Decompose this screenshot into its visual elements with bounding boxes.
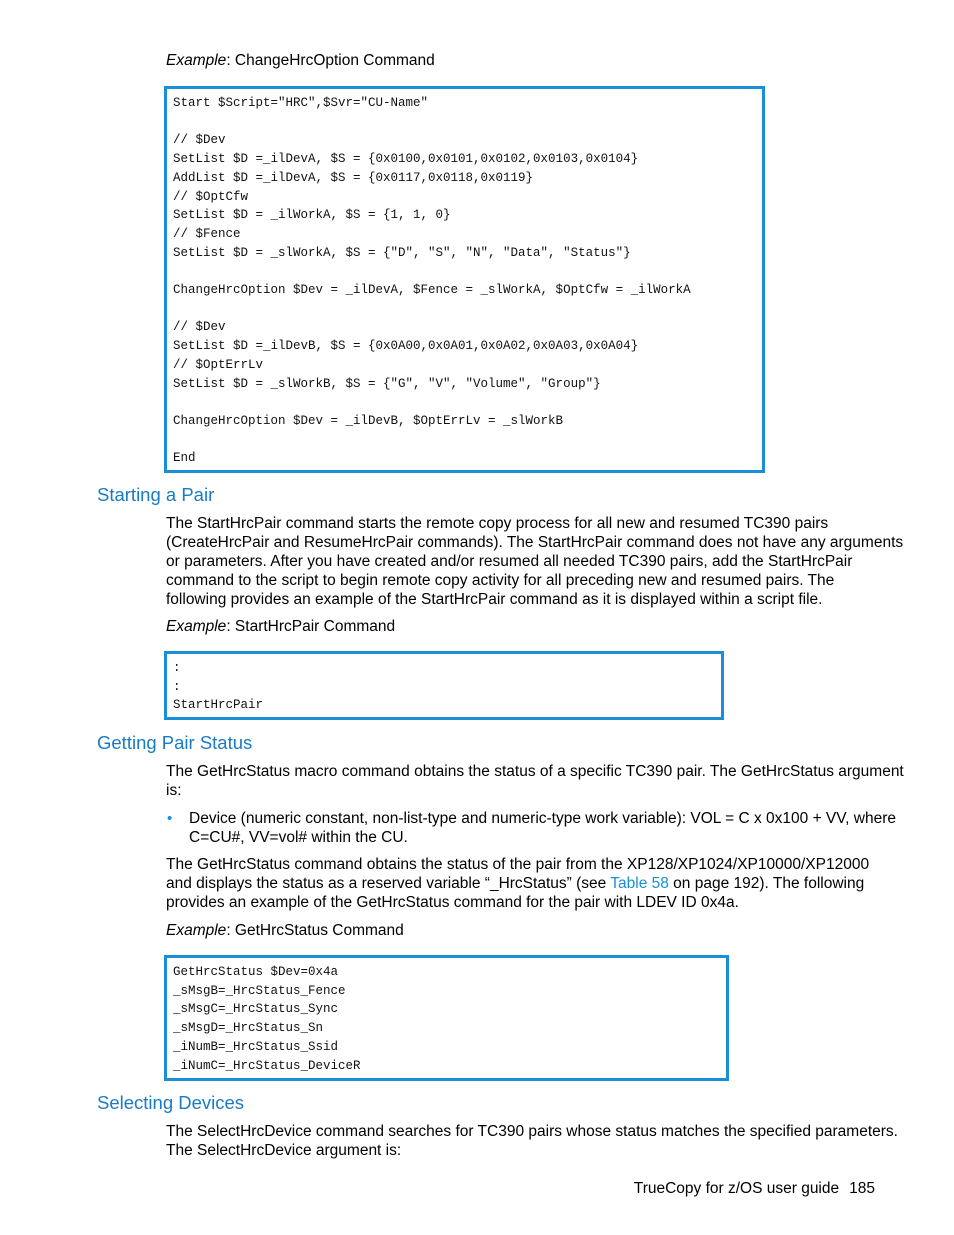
paragraph-getting-status-intro [166,762,904,800]
paragraph-text: on page 192). The following [668,875,865,892]
bullet-icon: • [167,810,173,827]
example-title: : GetHrcStatus Command [226,922,404,939]
page-number: 185 [849,1180,875,1197]
paragraph-line: The GetHrcStatus macro command obtains the status of a specific TC390 pair. The GetHrcStatus argument [166,763,904,780]
paragraph-line: The GetHrcStatus command obtains the status of the pair from the XP128/XP1024/XP10000/XP12000 [166,856,870,873]
example-caption-starthrcpair [166,617,395,636]
example-caption-gethrcstatus [166,921,404,940]
paragraph-selecting-devices [166,1122,898,1160]
code-block-gethrcstatus [164,955,729,1081]
page-footer [634,1179,875,1198]
paragraph-line: provides an example of the GetHrcStatus command for the pair with LDEV ID 0x4a. [166,894,739,911]
example-title: : StartHrcPair Command [226,618,396,635]
paragraph-line: is: [166,782,182,799]
paragraph-line: The StartHrcPair command starts the remote copy process for all new and resumed TC390 pairs [166,515,829,532]
bullet-item-device [189,809,897,847]
paragraph-line: command to the script to begin remote copy activity for all preceding new and resumed pairs. The [166,572,835,589]
paragraph-line: or parameters. After you have created and/or resumed all needed TC390 pairs, add the StartHrcPair [166,553,853,570]
paragraph-line [166,874,878,893]
code-text: : : StartHrcPair [173,661,264,713]
section-heading-starting-a-pair: Starting a Pair [97,484,215,505]
example-title: : ChangeHrcOption Command [226,52,435,69]
example-caption-changehrcoption [166,51,435,70]
section-heading-selecting-devices: Selecting Devices [97,1092,245,1113]
footer-guide-title: TrueCopy for z/OS user guide [633,1180,840,1197]
paragraph-getting-status-body [166,855,878,912]
paragraph-line: The SelectHrcDevice argument is: [166,1142,402,1159]
example-label: Example [166,922,227,939]
bullet-line: Device (numeric constant, non-list-type and numeric-type work variable): VOL = C x 0x100 + VV, where [189,810,897,827]
section-heading-getting-pair-status: Getting Pair Status [97,732,253,753]
example-label: Example [166,618,227,635]
paragraph-line: (CreateHrcPair and ResumeHrcPair commands). The StartHrcPair command does not have any arguments [166,534,904,551]
paragraph-text: and displays the status as a reserved variable “_HrcStatus” (see [166,875,611,892]
code-text: Start $Script="HRC",$Svr="CU-Name" // $Dev SetList $D =_ilDevA, $S = {0x0100,0x0101,0x0102,0x0103,0x0104} AddList $D =_ilDevA, $S = {0x0117,0x0118,0x0119} // $OptCfw SetList $D = _ilWorkA, $S = {1, 1, 0} // $Fence SetList $D = _slWorkA, $S = {"D", "S", "N", "Data", "Status"} ChangeHrcOption $Dev = _ilDevA, $Fence = _slWorkA, $OptCfw = _ilWorkA // $Dev SetList $D =_ilDevB, $S = {0x0A00,0x0A01,0x0A02,0x0A03,0x0A04} // $OptErrLv SetList $D = _slWorkB, $S = {"G", "V", "Volume", "Group"} ChangeHrcOption $Dev = _ilDevB, $OptErrLv = _slWorkB End [173,96,691,466]
code-block-changehrcoption [164,86,765,473]
table-58-link[interactable]: Table 58 [610,875,669,892]
paragraph-line: following provides an example of the StartHrcPair command as it is displayed within a script file. [166,591,823,608]
code-block-starthrcpair [164,651,724,720]
code-text: GetHrcStatus $Dev=0x4a _sMsgB=_HrcStatus_Fence _sMsgC=_HrcStatus_Sync _sMsgD=_HrcStatus_Sn _iNumB=_HrcStatus_Ssid _iNumC=_HrcStatus_DeviceR [173,965,361,1073]
example-label: Example [166,52,227,69]
bullet-line: C=CU#, VV=vol# within the CU. [189,829,408,846]
paragraph-line: The SelectHrcDevice command searches for TC390 pairs whose status matches the specified parameters. [166,1123,898,1140]
paragraph-starting-a-pair [166,514,904,609]
